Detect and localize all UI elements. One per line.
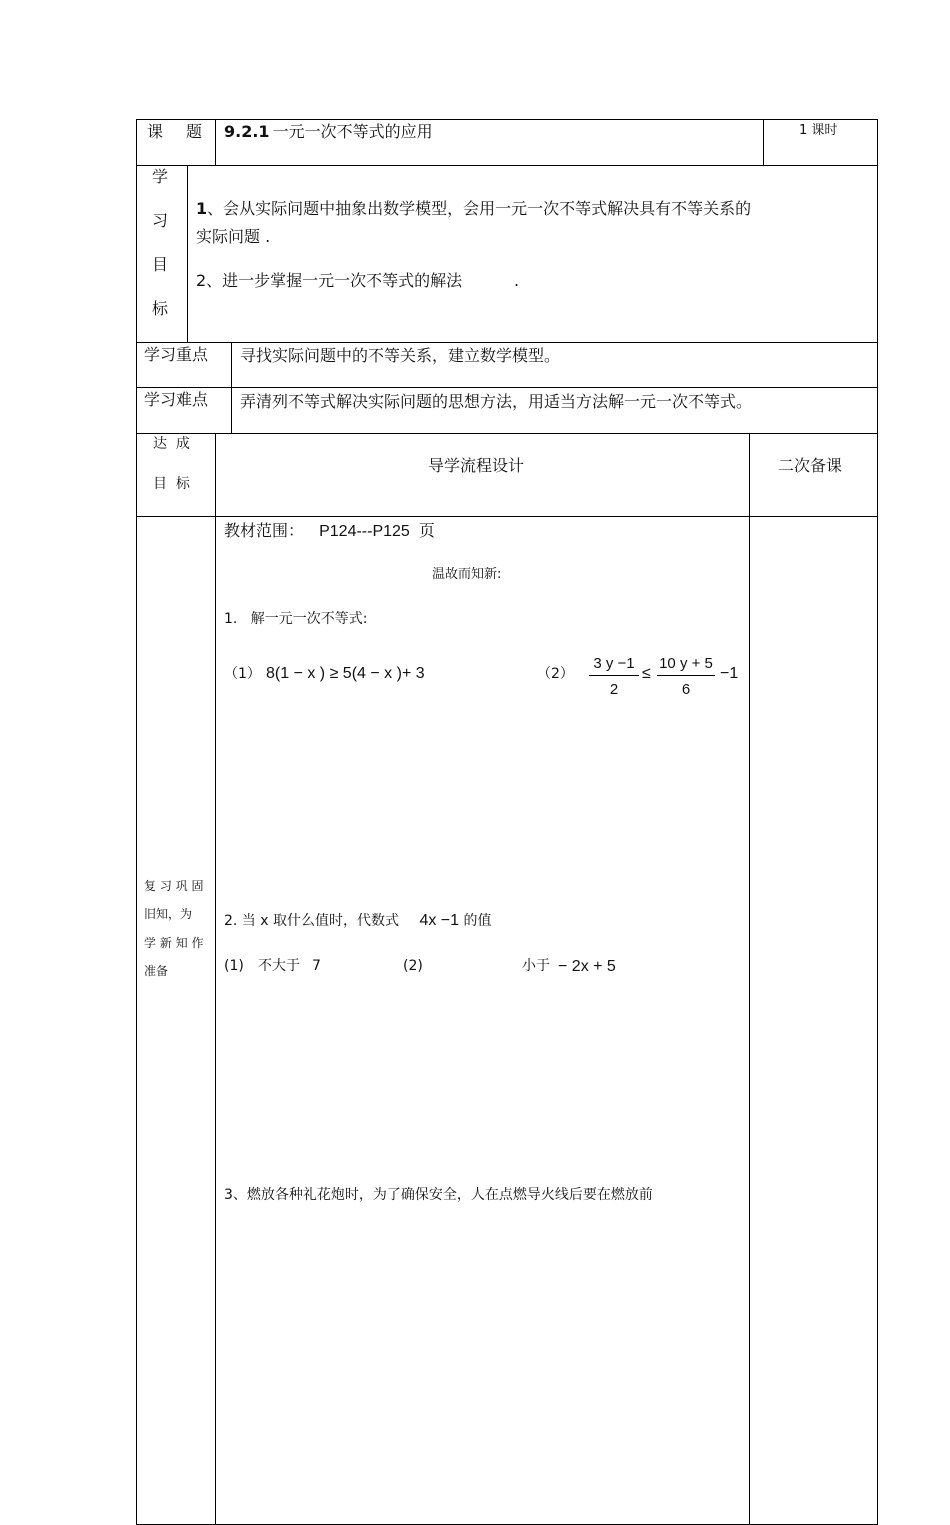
question-1b-fraction-right — [657, 656, 715, 697]
question-2 — [224, 913, 492, 929]
row-line-5 — [136, 516, 878, 517]
row-line-3 — [136, 387, 878, 388]
question-1b-denominator-left: 2 — [609, 681, 619, 698]
lesson-hours: 1 课时 — [799, 123, 838, 138]
goal-item-2: 2、进一步掌握一元一次不等式的解法 — [196, 271, 463, 290]
col-line-goals — [187, 165, 188, 342]
lesson-title-text: 一元一次不等式的应用 — [272, 122, 433, 141]
question-2b-label: (2) — [403, 958, 423, 974]
side-label-line-1: 复 习 巩 固 — [144, 879, 204, 893]
side-label-line-4: 准备 — [144, 964, 169, 978]
col-line-key — [231, 342, 232, 433]
key-point-label: 学习重点 — [144, 345, 209, 364]
goals-label-char-1: 学 — [152, 167, 169, 186]
col-flow-design: 导学流程设计 — [428, 456, 525, 475]
side-label-line-3: 学 新 知 作 — [144, 936, 204, 950]
question-2a-label: (1) — [224, 958, 244, 974]
col-line-header-title — [215, 119, 216, 165]
key-point-text: 寻找实际问题中的不等关系，建立数学模型。 — [240, 346, 561, 365]
question-3: 3、燃放各种礼花炮时，为了确保安全，人在点燃导火线后要在燃放前 — [224, 1187, 653, 1203]
difficulty-label: 学习难点 — [144, 390, 209, 409]
goals-label-char-3: 目 — [152, 255, 169, 274]
goal-item-1-line1: 、会从实际问题中抽象出数学模型，会用一元一次不等式解决具有不等关系的 — [207, 199, 752, 218]
question-2-prefix: 2. 当 x 取什么值时，代数式 — [224, 913, 399, 929]
review-title: 温故而知新: — [432, 567, 502, 582]
row-line-4 — [136, 433, 878, 434]
question-1: 1. 解一元一次不等式: — [224, 611, 368, 627]
col-line-body-left — [215, 433, 216, 1525]
goal-item-1-line2: 实际问题 . — [196, 227, 271, 246]
textbook-scope-unit: 页 — [418, 521, 435, 540]
textbook-scope — [224, 523, 435, 540]
textbook-scope-label: 教材范围： — [224, 521, 305, 540]
question-1a-label: （1） — [224, 666, 261, 682]
fraction-bar-right — [657, 675, 715, 676]
header-label-ti: 题 — [186, 122, 203, 141]
question-1b-tail: −1 — [720, 665, 739, 682]
table-border-top — [136, 119, 878, 120]
col-line-header-hours — [763, 119, 764, 165]
fraction-bar-left — [589, 675, 639, 676]
table-border-left — [136, 119, 137, 1525]
row-line-1 — [136, 165, 878, 166]
question-1b-denominator-right: 6 — [681, 681, 691, 698]
goal-item-1-number: 1 — [196, 199, 208, 218]
goals-label-char-4: 标 — [152, 299, 169, 318]
question-1b-label: （2） — [537, 666, 574, 682]
col-target-line1: 达 成 — [153, 436, 190, 452]
question-1b-relation: ≤ — [642, 665, 651, 682]
goal-item-1 — [196, 201, 751, 217]
question-2-expression: 4x −1 — [419, 912, 460, 929]
lesson-title — [224, 124, 433, 140]
row-line-2 — [136, 342, 878, 343]
goal-item-2-dot: . — [514, 271, 520, 290]
col-line-body-right — [749, 433, 750, 1525]
question-2a-value: 7 — [312, 958, 321, 974]
col-target-line2: 目 标 — [153, 476, 190, 492]
header-label-ke: 课 — [147, 122, 164, 141]
question-1b-fraction-left — [589, 656, 639, 697]
question-2b-text: 小于 — [522, 958, 550, 974]
question-1b-numerator-right: 10 y + 5 — [659, 655, 713, 672]
question-1b-numerator-left: 3 y −1 — [593, 655, 635, 672]
lesson-number: 9.2.1 — [224, 122, 270, 141]
textbook-scope-pages: P124---P125 — [319, 523, 410, 540]
side-label-line-2: 旧知，为 — [144, 907, 193, 921]
question-1a-inequality: 8(1 − x ) ≥ 5(4 − x )+ 3 — [266, 665, 425, 682]
question-2a-text: 不大于 — [258, 958, 300, 974]
question-2b-expression: − 2x + 5 — [558, 958, 616, 975]
difficulty-text: 弄清列不等式解决实际问题的思想方法，用适当方法解一元一次不等式。 — [240, 392, 753, 411]
question-2-suffix: 的值 — [463, 913, 492, 929]
goals-label-char-2: 习 — [152, 211, 169, 230]
col-second-prep: 二次备课 — [778, 456, 843, 475]
table-border-right — [877, 119, 878, 1525]
